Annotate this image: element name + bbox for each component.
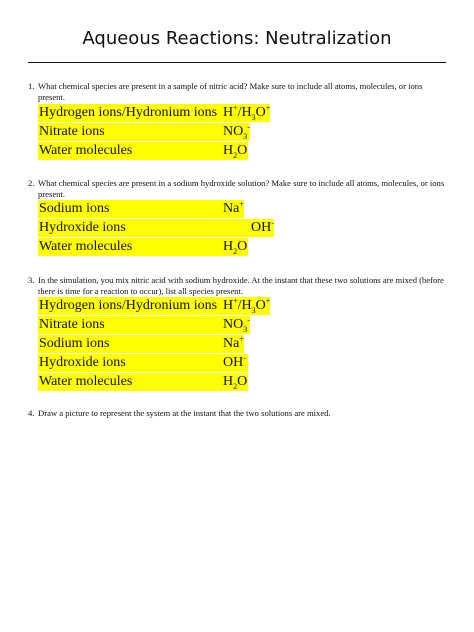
answer-formula: OH- [251, 218, 274, 235]
answer-formula: Na+ [223, 334, 244, 351]
answer-formula: Na+ [223, 199, 244, 216]
question-4 [28, 408, 448, 419]
question-text: Draw a picture to represent the system at the instant that the two solutions are mixed. [38, 408, 331, 418]
answer-label: Nitrate ions [39, 124, 105, 139]
question-2 [28, 178, 448, 200]
answer-formula: $H^+/H_3O^+$ [223, 103, 271, 122]
question-number: 3. [28, 275, 35, 285]
answer-highlight [38, 104, 270, 122]
answer-highlight [38, 238, 248, 256]
answer-highlight [38, 142, 248, 160]
answer-formula: $H_2O$ [223, 374, 248, 391]
question-text: What chemical species are present in a sodium hydroxide solution? Make sure to include all atoms, molecules, or ions present. [38, 178, 445, 199]
question-number: 4. [28, 408, 35, 418]
answer-label: Hydrogen ions/Hydronium ions [39, 298, 218, 313]
question-text: In the simulation, you mix nitric acid with sodium hydroxide. At the instant that these two solutions are mixed (before there is time for a reaction to occur), list all species present. [38, 275, 444, 296]
answer-label: Hydroxide ions [39, 355, 126, 370]
answer-formula: $NO_3^-$ [223, 122, 250, 141]
answer-highlight [38, 373, 248, 391]
answer-highlight [38, 297, 270, 315]
question-text: What chemical species are present in a sample of nitric acid? Make sure to include all atoms, molecules, or ions present. [38, 81, 423, 102]
answer-highlight [38, 316, 250, 334]
answer-label: Water molecules [39, 239, 133, 254]
answer-label: Sodium ions [39, 201, 110, 216]
answer-formula: $NO_3^-$ [223, 315, 250, 334]
answer-highlight [38, 123, 250, 141]
answer-highlight [38, 335, 244, 353]
answer-formula: $H^+/H_3O^+$ [223, 296, 271, 315]
answer-formula: OH- [223, 353, 246, 370]
answer-label: Water molecules [39, 374, 133, 389]
answer-highlight [38, 219, 274, 237]
answer-highlight [38, 354, 248, 372]
answer-label: Water molecules [39, 143, 133, 158]
title-divider [28, 62, 446, 63]
answer-formula: $H_2O$ [223, 239, 248, 256]
answer-formula: $H_2O$ [223, 143, 248, 160]
question-number: 1. [28, 81, 35, 91]
question-1 [28, 81, 448, 103]
answer-highlight [38, 200, 244, 218]
page-title: Aqueous Reactions: Neutralization [82, 28, 392, 49]
answer-label: Hydrogen ions/Hydronium ions [39, 105, 218, 120]
answer-label: Hydroxide ions [39, 220, 126, 235]
answer-label: Nitrate ions [39, 317, 105, 332]
question-number: 2. [28, 178, 35, 188]
answer-label: Sodium ions [39, 336, 110, 351]
question-3 [28, 275, 448, 297]
